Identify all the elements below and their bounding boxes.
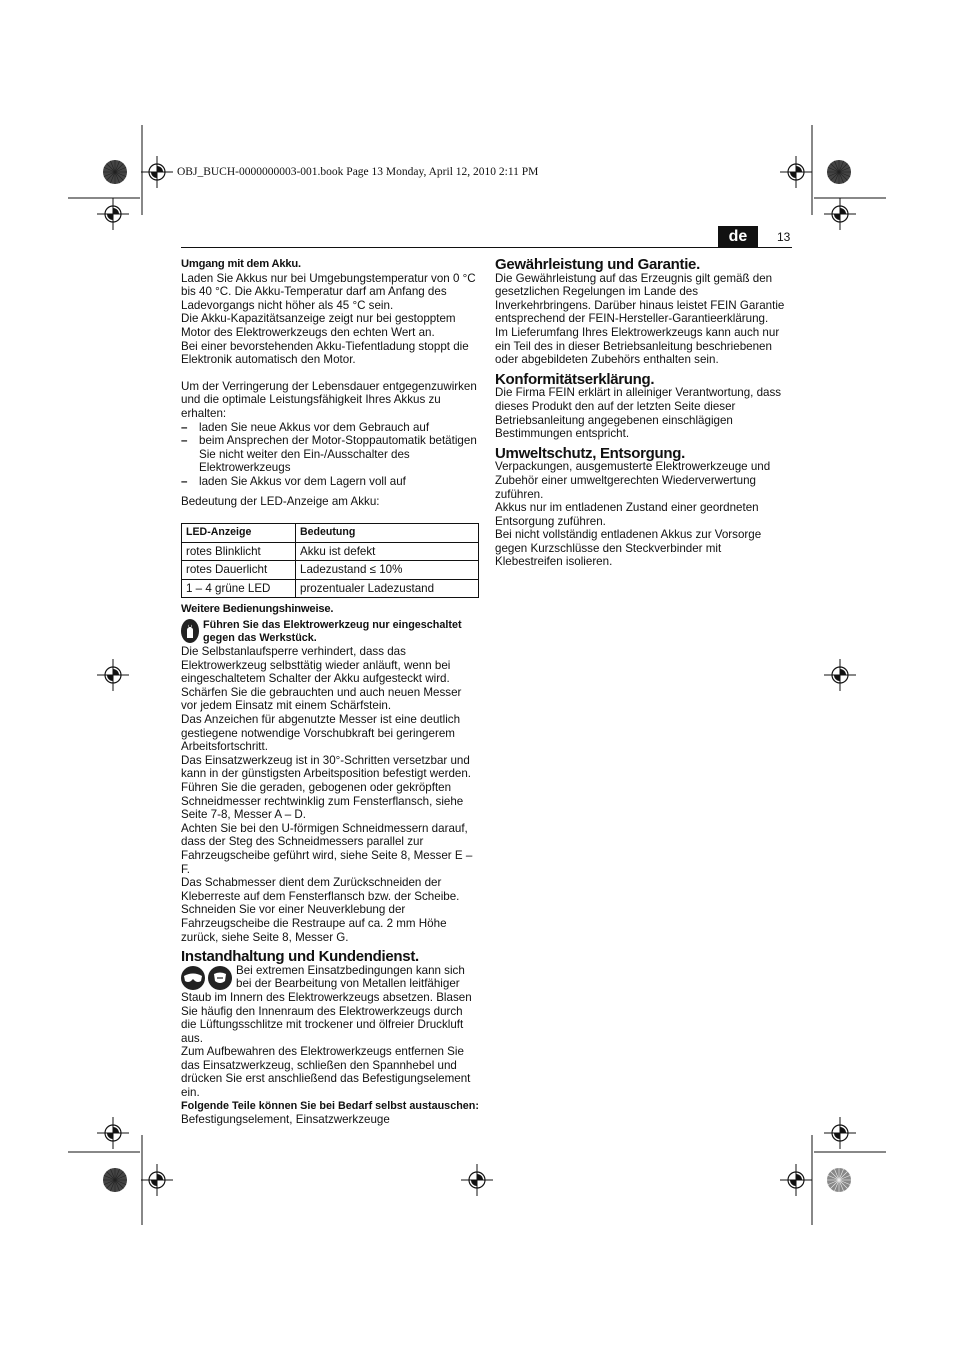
instand-paragraph: Zum Aufbewahren des Elektrowerkzeugs entfernen Sie das Einsatzwerkzeug, schließen den Spannhebel und drücken Sie erst anschließend das Befestigungselement ein. [181, 1045, 471, 1100]
akku-heading: Umgang mit dem Akku. [181, 258, 301, 270]
color-bar-icon [827, 160, 851, 184]
registration-mark-icon [141, 1164, 173, 1196]
weitere-heading: Weitere Bedienungshinweise. [181, 603, 334, 616]
table-header-row [182, 524, 479, 543]
weitere-paragraph: Die Selbstanlaufsperre verhindert, dass das Elektrowerkzeug selbsttätig wieder anläuft, wenn bei eingeschaltetem Schalter der Akku aufgesteckt wird. [181, 645, 451, 686]
hand-tool-icon [181, 619, 199, 643]
akku-paragraph: Bei einer bevorstehenden Akku-Tiefentladung stoppt die Elektronik automatisch den Motor. [181, 339, 469, 367]
table-cell: rotes Blinklicht [182, 542, 296, 561]
instand-paragraph: Befestigungselement, Einsatzwerkzeuge [181, 1113, 390, 1127]
table-cell: rotes Dauerlicht [182, 561, 296, 580]
book-info-line: OBJ_BUCH-0000000003-001.book Page 13 Monday, April 12, 2010 2:11 PM [177, 166, 539, 178]
led-table [181, 523, 479, 598]
table-cell: prozentualer Ladezustand [296, 579, 479, 598]
color-bar-icon [827, 1168, 851, 1192]
registration-mark-icon [97, 659, 129, 691]
table-row [182, 561, 479, 580]
table-row [182, 579, 479, 598]
color-bar-icon [103, 1168, 127, 1192]
table-cell: Akku ist defekt [296, 542, 479, 561]
weitere-paragraph: Das Schabmesser dient dem Zurückschneiden der Kleberreste auf dem Fensterflansch bzw. der Scheibe. Schneiden Sie vor einer Neuverklebung der Fahrzeugscheibe die Restraupe auf ca. 2 mm Höhe zurück, siehe Seite 8, Messer G. [181, 876, 460, 944]
weitere-paragraph: Führen Sie die geraden, gebogenen oder gekröpften Schneidmesser rechtwinklig zum Fensterflansch, siehe Seite 7-8, Messer A – D. [181, 781, 464, 822]
dust-mask-icon [208, 966, 232, 990]
table-cell: 1 – 4 grüne LED [182, 579, 296, 598]
safety-note-text: Führen Sie das Elektrowerkzeug nur eingeschaltet gegen das Werkstück. [203, 619, 462, 645]
registration-mark-icon [824, 1117, 856, 1149]
gewaehr-paragraph: Die Gewährleistung auf das Erzeugnis gilt gemäß den gesetzlichen Regelungen im Lande des Inverkehrbringens. Darüber hinaus leistet FEIN Garantie entsprechend der FEIN-Hersteller-Garantieerklärung. [495, 271, 785, 326]
registration-mark-icon [824, 659, 856, 691]
weitere-paragraph: Das Anzeichen für abgenutzte Messer ist eine deutlich gestiegene notwendige Vorschubkraft bei geringerem Arbeitsfortschritt. [181, 713, 461, 754]
table-header-cell: LED-Anzeige [182, 524, 296, 543]
weitere-paragraph: Schärfen Sie die gebrauchten und auch neuen Messer vor jedem Einsatz mit einem Schärfstein. [181, 685, 462, 713]
registration-mark-icon [780, 1164, 812, 1196]
registration-mark-icon [97, 1117, 129, 1149]
akku-list [181, 421, 479, 489]
ppe-icons [181, 966, 232, 990]
list-item: – laden Sie Akkus vor dem Lagern voll auf [181, 475, 479, 489]
akku-paragraph: Laden Sie Akkus nur bei Umgebungstemperatur von 0 °C bis 40 °C. Die Akku-Temperatur darf am Anfang des Ladevorgangs nicht höher als 45 °C sein. [181, 271, 476, 312]
gewaehr-paragraph: Im Lieferumfang Ihres Elektrowerkzeugs kann auch nur ein Teil des in dieser Betriebsanleitung beschriebenen oder abgebildeten Zubehörs enthalten sein. [495, 325, 780, 367]
registration-mark-icon [780, 156, 812, 188]
registration-mark-icon [141, 156, 173, 188]
akku-paragraph: Die Akku-Kapazitätsanzeige zeigt nur bei gestopptem Motor des Elektrowerkzeugs den echten Wert an. [181, 312, 456, 339]
registration-mark-icon [824, 198, 856, 230]
instand-bold-line: Folgende Teile können Sie bei Bedarf selbst austauschen: [181, 1099, 479, 1112]
konform-heading: Konformitätserklärung. [495, 370, 655, 388]
umwelt-heading: Umweltschutz, Entsorgung. [495, 444, 686, 462]
akku-paragraph: Um der Verringerung der Lebensdauer entgegenzuwirken und die optimale Leistungsfähigkeit Ihres Akkus zu erhalten: [181, 379, 477, 420]
list-item: – beim Ansprechen der Motor-Stoppautomatik betätigen Sie nicht weiter den Ein-/Ausschalter des Elektrowerkzeugs [181, 434, 479, 475]
table-cell: Ladezustand ≤ 10% [296, 561, 479, 580]
instand-paragraph: Bei extremen Einsatzbedingungen kann sich bei der Bearbeitung von Metallen leitfähiger Staub im Innern des Elektrowerkzeugs absetzen. Blasen Sie häufig den Innenraum des Elektrowerkzeugs durch die Lüftungsschlitze mit trockener und ölfreier Druckluft aus. [181, 963, 472, 1045]
header-rule [181, 247, 792, 248]
umwelt-paragraph: Verpackungen, ausgemusterte Elektrowerkzeuge und Zubehör einer umweltgerechten Wiederverwertung zuführen. [495, 460, 771, 501]
instand-heading: Instandhaltung und Kundendienst. [181, 948, 419, 966]
gewaehr-heading: Gewährleistung und Garantie. [495, 256, 700, 273]
safety-note [181, 619, 479, 645]
umwelt-paragraph: Akkus nur im entladenen Zustand einer geordneten Entsorgung zuführen. [495, 501, 759, 528]
left-column [181, 258, 479, 1127]
language-tab: de [718, 226, 758, 247]
eye-protection-icon [181, 966, 205, 990]
color-bar-icon [103, 160, 127, 184]
registration-mark-icon [461, 1164, 493, 1196]
umwelt-paragraph: Bei nicht vollständig entladenen Akkus zur Vorsorge gegen Kurzschlüsse den Steckverbinder mit Klebestreifen isolieren. [495, 528, 762, 569]
table-row [182, 542, 479, 561]
weitere-paragraph: Das Einsatzwerkzeug ist in 30°-Schritten versetzbar und kann in der günstigsten Arbeitsposition befestigt werden. [181, 753, 472, 781]
led-intro: Bedeutung der LED-Anzeige am Akku: [181, 494, 380, 508]
page-number: 13 [777, 230, 791, 244]
table-header-cell: Bedeutung [296, 524, 479, 543]
konform-paragraph: Die Firma FEIN erklärt in alleiniger Verantwortung, dass dieses Produkt den auf der letzten Seite dieser Betriebsanleitung angegebenen einschlägigen Bestimmungen entspricht. [495, 386, 782, 441]
right-column [495, 258, 792, 569]
list-item: – laden Sie neue Akkus vor dem Gebrauch auf [181, 421, 479, 435]
weitere-paragraph: Achten Sie bei den U-förmigen Schneidmessern darauf, dass der Steg des Schneidmessers parallel zur Fahrzeugscheibe geführt wird, siehe Seite 8, Messer E – F. [181, 821, 473, 876]
registration-mark-icon [97, 198, 129, 230]
